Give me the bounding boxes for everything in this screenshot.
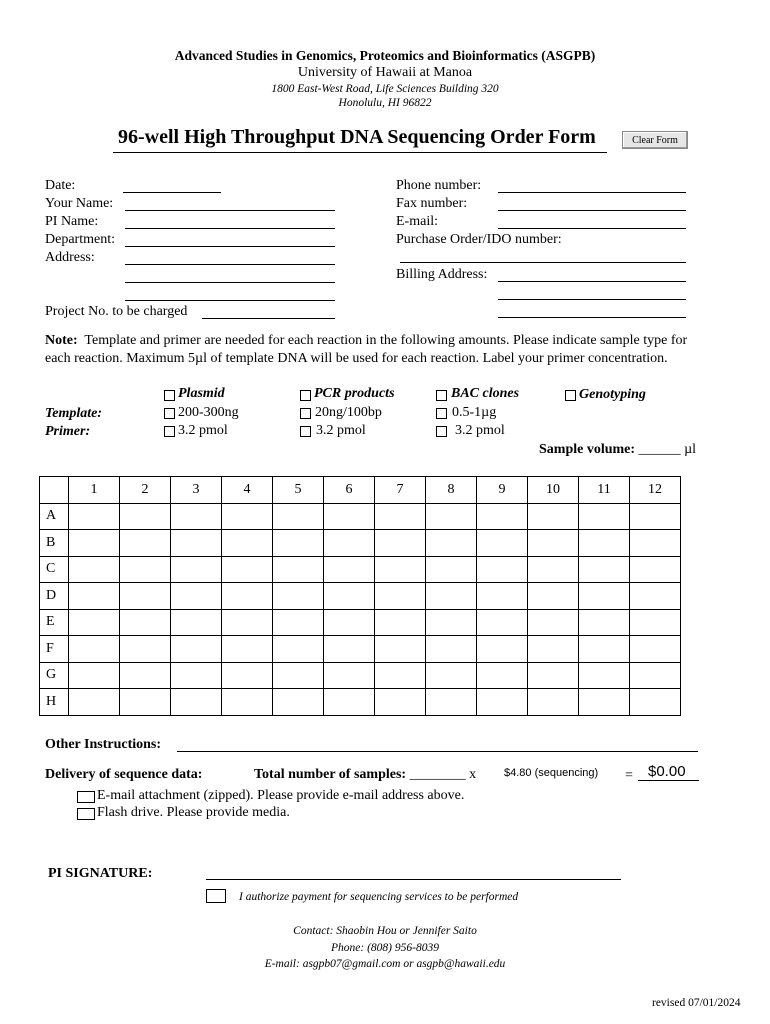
plate-well-cell[interactable]: [171, 530, 222, 557]
pcr-primer-checkbox[interactable]: [300, 426, 311, 437]
plate-well-cell[interactable]: [273, 609, 324, 636]
price-per-sample: $4.80 (sequencing): [504, 767, 599, 779]
plate-well-cell[interactable]: [426, 530, 477, 557]
genotyping-label: Genotyping: [579, 387, 646, 402]
plate-well-cell[interactable]: [528, 503, 579, 530]
plate-well-cell[interactable]: [528, 530, 579, 557]
org-name: Advanced Studies in Genomics, Proteomics and Bioinformatics (ASGPB): [174, 48, 596, 63]
genotyping-checkbox[interactable]: [565, 390, 576, 401]
city-line: Honolulu, HI 96822: [338, 97, 432, 109]
plate-row: [40, 583, 681, 610]
po-label: Purchase Order/IDO number:: [396, 232, 562, 247]
plate-row: [40, 689, 681, 716]
plate-well-cell[interactable]: [69, 556, 120, 583]
authorize-checkbox[interactable]: [206, 889, 226, 903]
plasmid-primer: 3.2 pmol: [178, 423, 228, 438]
fax-label: Fax number:: [396, 196, 468, 211]
plate-column-header: 7: [375, 477, 426, 504]
sample-volume-label: Sample volume:: [539, 442, 636, 457]
address-field-2[interactable]: [125, 282, 335, 283]
plate-grid: [39, 476, 681, 716]
bac-label: BAC clones: [451, 386, 520, 401]
pi-signature-field[interactable]: [206, 879, 621, 880]
plate-well-cell[interactable]: [171, 662, 222, 689]
plate-column-header: 9: [477, 477, 528, 504]
project-no-label: Project No. to be charged: [45, 304, 188, 319]
plate-well-cell[interactable]: [273, 689, 324, 716]
total-value-underline: [638, 780, 699, 781]
pcr-template-checkbox[interactable]: [300, 408, 311, 419]
plate-well-cell[interactable]: [120, 636, 171, 663]
delivery-label: Delivery of sequence data:: [45, 767, 203, 782]
plate-well-cell[interactable]: [69, 503, 120, 530]
plate-well-cell[interactable]: [171, 583, 222, 610]
pi-signature-label: PI SIGNATURE:: [48, 866, 153, 881]
pi-name-label: PI Name:: [45, 214, 99, 229]
plate-well-cell[interactable]: [375, 689, 426, 716]
plate-well-cell[interactable]: [477, 636, 528, 663]
plate-well-cell[interactable]: [426, 636, 477, 663]
address-field-1[interactable]: [125, 264, 335, 265]
plate-column-header: 11: [579, 477, 630, 504]
flash-drive-checkbox[interactable]: [77, 808, 95, 820]
primer-row-label: Primer:: [45, 424, 91, 439]
plate-well-cell[interactable]: [579, 689, 630, 716]
plate-well-cell[interactable]: [630, 662, 681, 689]
page-title: 96-well High Throughput DNA Sequencing Order Form: [118, 126, 596, 148]
plate-well-cell[interactable]: [579, 583, 630, 610]
plate-well-cell[interactable]: [273, 583, 324, 610]
plate-well-cell[interactable]: [120, 556, 171, 583]
plate-well-cell[interactable]: [324, 503, 375, 530]
plate-well-cell[interactable]: [579, 609, 630, 636]
plate-well-cell[interactable]: [273, 503, 324, 530]
phone-field[interactable]: [498, 192, 686, 193]
title-underline: [113, 152, 607, 153]
plate-row: [40, 530, 681, 557]
flash-drive-label: Flash drive. Please provide media.: [97, 805, 290, 820]
plate-well-cell[interactable]: [375, 662, 426, 689]
plate-well-cell[interactable]: [324, 583, 375, 610]
plate-well-cell[interactable]: [222, 583, 273, 610]
pcr-template: 20ng/100bp: [315, 405, 382, 420]
plate-well-cell[interactable]: [324, 530, 375, 557]
plasmid-template: 200-300ng: [178, 405, 239, 420]
bac-template-checkbox[interactable]: [436, 408, 447, 419]
plate-well-cell[interactable]: [375, 609, 426, 636]
plate-well-cell[interactable]: [120, 583, 171, 610]
sample-volume-field[interactable]: ______: [638, 442, 681, 457]
note-text-1: Template and primer are needed for each reaction in the following amounts. Please indicate sample type for: [84, 333, 688, 348]
plate-well-cell[interactable]: [426, 583, 477, 610]
plate-corner-cell: [40, 477, 69, 504]
plate-row: [40, 503, 681, 530]
email-delivery-checkbox[interactable]: [77, 791, 95, 803]
address-field-3[interactable]: [125, 300, 335, 301]
plate-well-cell[interactable]: [528, 636, 579, 663]
note-line-1: [45, 333, 687, 349]
plate-row-header: G: [40, 662, 69, 689]
plate-well-cell[interactable]: [69, 583, 120, 610]
plate-well-cell[interactable]: [477, 689, 528, 716]
plate-row: [40, 662, 681, 689]
plate-header-row: [40, 477, 681, 504]
plasmid-label: Plasmid: [178, 386, 225, 401]
plate-well-cell[interactable]: [171, 609, 222, 636]
equals-sign: =: [625, 768, 633, 783]
plate-well-cell[interactable]: [630, 503, 681, 530]
plate-well-cell[interactable]: [375, 503, 426, 530]
plate-column-header: 10: [528, 477, 579, 504]
date-field[interactable]: [123, 192, 221, 193]
plate-well-cell[interactable]: [69, 530, 120, 557]
plate-well-cell[interactable]: [579, 662, 630, 689]
bac-primer-checkbox[interactable]: [436, 426, 447, 437]
plate-well-cell[interactable]: [69, 689, 120, 716]
other-instructions-label: Other Instructions:: [45, 737, 162, 752]
phone-label: Phone number:: [396, 178, 482, 193]
plate-column-header: 5: [273, 477, 324, 504]
plasmid-primer-checkbox[interactable]: [164, 426, 175, 437]
plate-well-cell[interactable]: [477, 556, 528, 583]
plate-well-cell[interactable]: [375, 556, 426, 583]
plate-row-header: C: [40, 556, 69, 583]
plate-row-header: B: [40, 530, 69, 557]
plate-well-cell[interactable]: [222, 689, 273, 716]
plate-well-cell[interactable]: [273, 662, 324, 689]
contact-phone: Phone: (808) 956-8039: [331, 942, 439, 954]
bac-template: 0.5-1µg: [452, 405, 497, 420]
plate-column-header: 6: [324, 477, 375, 504]
plasmid-checkbox[interactable]: [164, 390, 175, 401]
clear-form-button[interactable]: Clear Form: [622, 131, 688, 149]
plate-row: [40, 556, 681, 583]
contact-email: E-mail: asgpb07@gmail.com or asgpb@hawaii.edu: [264, 958, 506, 970]
email-label: E-mail:: [396, 214, 438, 229]
pcr-checkbox[interactable]: [300, 390, 311, 401]
plate-well-cell[interactable]: [630, 689, 681, 716]
billing-field-3[interactable]: [498, 317, 686, 318]
department-label: Department:: [45, 232, 115, 247]
billing-field-2[interactable]: [498, 299, 686, 300]
plate-well-cell[interactable]: [426, 556, 477, 583]
plate-well-cell[interactable]: [324, 689, 375, 716]
plate-well-cell[interactable]: [273, 636, 324, 663]
bac-primer: 3.2 pmol: [455, 423, 505, 438]
times-sign: x: [469, 767, 477, 782]
pcr-primer: 3.2 pmol: [316, 423, 366, 438]
your-name-field[interactable]: [125, 210, 335, 211]
plate-well-cell[interactable]: [579, 556, 630, 583]
plate-well-cell[interactable]: [222, 530, 273, 557]
plate-well-cell[interactable]: [426, 609, 477, 636]
sample-volume: [539, 442, 696, 458]
fax-field[interactable]: [498, 210, 686, 211]
plate-well-cell[interactable]: [222, 662, 273, 689]
plate-well-cell[interactable]: [528, 556, 579, 583]
other-instructions-field[interactable]: [177, 751, 698, 752]
plate-column-header: 8: [426, 477, 477, 504]
plate-well-cell[interactable]: [222, 636, 273, 663]
plate-well-cell[interactable]: [273, 556, 324, 583]
plate-well-cell[interactable]: [273, 530, 324, 557]
address-line: 1800 East-West Road, Life Sciences Building 320: [271, 83, 499, 95]
your-name-label: Your Name:: [45, 196, 114, 211]
plate-well-cell[interactable]: [324, 636, 375, 663]
plate-well-cell[interactable]: [171, 636, 222, 663]
authorize-label: I authorize payment for sequencing services to be performed: [239, 891, 519, 903]
total-samples-field[interactable]: ________: [409, 767, 466, 782]
plate-column-header: 2: [120, 477, 171, 504]
plate-well-cell[interactable]: [528, 609, 579, 636]
plate-column-header: 4: [222, 477, 273, 504]
project-no-field[interactable]: [202, 318, 335, 319]
plate-row-header: H: [40, 689, 69, 716]
template-row-label: Template:: [45, 406, 103, 421]
plate-well-cell[interactable]: [477, 503, 528, 530]
plate-well-cell[interactable]: [222, 609, 273, 636]
plate-well-cell[interactable]: [630, 583, 681, 610]
plate-well-cell[interactable]: [375, 636, 426, 663]
total-samples-label: Total number of samples:: [254, 767, 407, 782]
plate-well-cell[interactable]: [69, 609, 120, 636]
date-label: Date:: [45, 178, 76, 193]
pi-name-field[interactable]: [125, 228, 335, 229]
plate-well-cell[interactable]: [528, 662, 579, 689]
plate-well-cell[interactable]: [528, 689, 579, 716]
sample-volume-unit: µl: [684, 442, 697, 457]
plate-well-cell[interactable]: [579, 530, 630, 557]
plate-well-cell[interactable]: [171, 689, 222, 716]
plate-well-cell[interactable]: [375, 530, 426, 557]
university-name: University of Hawaii at Manoa: [297, 65, 473, 80]
plate-row-header: F: [40, 636, 69, 663]
email-field[interactable]: [498, 228, 686, 229]
plate-well-cell[interactable]: [426, 689, 477, 716]
plate-well-cell[interactable]: [579, 636, 630, 663]
plate-well-cell[interactable]: [171, 503, 222, 530]
plate-well-cell[interactable]: [120, 503, 171, 530]
billing-field-1[interactable]: [498, 281, 686, 282]
bac-checkbox[interactable]: [436, 390, 447, 401]
contact-names: Contact: Shaobin Hou or Jennifer Saito: [293, 925, 477, 937]
plate-well-cell[interactable]: [477, 662, 528, 689]
note-text-2: each reaction. Maximum 5µl of template DNA will be used for each reaction. Label your primer concentration.: [45, 351, 668, 366]
plate-column-header: 1: [69, 477, 120, 504]
billing-label: Billing Address:: [396, 267, 488, 282]
plate-well-cell[interactable]: [69, 636, 120, 663]
plate-row-header: D: [40, 583, 69, 610]
plate-well-cell[interactable]: [579, 503, 630, 530]
plate-well-cell[interactable]: [222, 556, 273, 583]
plate-column-header: 12: [630, 477, 681, 504]
plate-well-cell[interactable]: [477, 609, 528, 636]
plate-well-cell[interactable]: [630, 556, 681, 583]
plate-well-cell[interactable]: [120, 662, 171, 689]
plate-well-cell[interactable]: [120, 530, 171, 557]
plate-well-cell[interactable]: [630, 609, 681, 636]
address-label: Address:: [45, 250, 95, 265]
plate-well-cell[interactable]: [120, 689, 171, 716]
plate-well-cell[interactable]: [426, 662, 477, 689]
plate-well-cell[interactable]: [324, 662, 375, 689]
plate-well-cell[interactable]: [426, 503, 477, 530]
plate-well-cell[interactable]: [324, 556, 375, 583]
plate-row: [40, 636, 681, 663]
plate-well-cell[interactable]: [120, 609, 171, 636]
revised-date: revised 07/01/2024: [652, 997, 741, 1009]
pcr-label: PCR products: [314, 386, 395, 401]
total-samples: [254, 767, 476, 783]
plate-well-cell[interactable]: [171, 556, 222, 583]
plate-well-cell[interactable]: [477, 583, 528, 610]
plate-well-cell[interactable]: [630, 530, 681, 557]
plate-well-cell[interactable]: [324, 609, 375, 636]
plate-well-cell[interactable]: [528, 583, 579, 610]
total-value[interactable]: $0.00: [648, 763, 686, 780]
plate-row-header: A: [40, 503, 69, 530]
note-label: Note:: [45, 333, 78, 348]
plate-well-cell[interactable]: [375, 583, 426, 610]
plate-column-header: 3: [171, 477, 222, 504]
plate-row-header: E: [40, 609, 69, 636]
plate-well-cell[interactable]: [222, 503, 273, 530]
email-delivery-label: E-mail attachment (zipped). Please provide e-mail address above.: [97, 788, 465, 803]
plate-well-cell[interactable]: [477, 530, 528, 557]
plate-well-cell[interactable]: [69, 662, 120, 689]
po-field[interactable]: [400, 262, 686, 263]
plate-well-cell[interactable]: [630, 636, 681, 663]
department-field[interactable]: [125, 246, 335, 247]
plasmid-template-checkbox[interactable]: [164, 408, 175, 419]
plate-row: [40, 609, 681, 636]
